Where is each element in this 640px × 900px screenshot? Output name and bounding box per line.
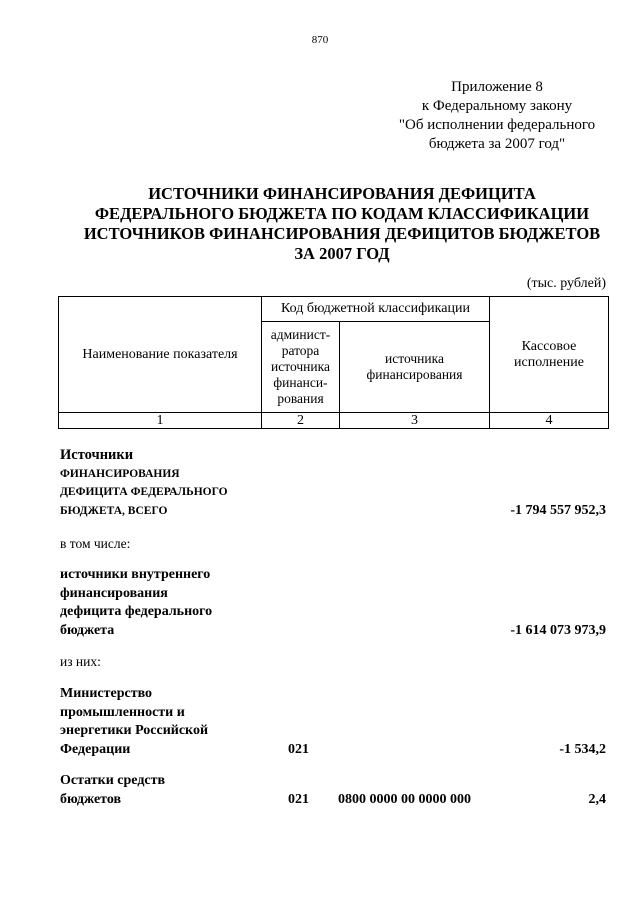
row-name-line: финансирования [60,585,168,601]
column-number: 3 [340,413,490,429]
appendix-line: Приложение 8 [451,79,543,95]
appendix-line: бюджета за 2007 год" [428,136,566,152]
table-header [58,296,608,436]
row-name-line: Федерации [60,741,131,757]
document-title [60,184,624,264]
row-name [60,772,254,809]
row-source-code: 0800 0000 00 0000 000 [338,791,471,807]
column-number: 1 [59,413,262,429]
row-label: в том числе: [60,536,131,551]
appendix-reference [362,78,632,154]
column-number: 4 [490,413,609,429]
table-row [60,566,606,640]
row-name [60,566,254,640]
row-name-line: энергетики Российской [60,723,209,738]
title-line: ИСТОЧНИКИ ФИНАНСИРОВАНИЯ ДЕФИЦИТА [148,184,536,203]
row-name-line: Остатки средств [60,773,166,788]
title-line: ЗА 2007 ГОД [294,244,390,263]
row-name-line: Министерство [60,686,153,701]
header-code-group: Код бюджетной классификации [262,297,490,322]
row-name-line: промышленности и [60,704,185,720]
row-amount: -1 794 557 952,3 [510,502,606,518]
row-name-line: Источники [60,447,134,463]
table-row [60,446,606,520]
title-line: ФЕДЕРАЛЬНОГО БЮДЖЕТА ПО КОДАМ КЛАССИФИКАЦИИ [94,204,590,223]
row-name-line: бюджета [60,622,115,638]
table-row [60,685,606,759]
appendix-line: к Федеральному закону [421,98,573,114]
table-row [60,772,606,809]
column-number: 2 [262,413,340,429]
header-name: Наименование показателя [59,297,262,413]
title-line: ИСТОЧНИКОВ ФИНАНСИРОВАНИЯ ДЕФИЦИТОВ БЮДЖЕТОВ [83,224,601,243]
row-name [60,685,254,759]
row-name [60,446,254,520]
row-name-line: БЮДЖЕТА, ВСЕГО [60,504,168,517]
header-source: источника финансирования [340,322,490,413]
row-name-line: дефицита федерального [60,604,213,619]
units-note: (тыс. рублей) [526,276,606,291]
row-amount: -1 614 073 973,9 [510,622,606,638]
row-name-line: бюджетов [60,791,122,807]
row-amount: -1 534,2 [559,741,606,757]
header-admin: админист-ратора источника финанси-рования [262,322,340,413]
row-label: из них: [60,654,101,669]
header-execution: Кассовое исполнение [490,297,609,413]
page-number: 870 [311,34,329,46]
row-name-line: ФИНАНСИРОВАНИЯ [60,467,180,480]
row-name-line: ДЕФИЦИТА ФЕДЕРАЛЬНОГО [60,486,228,498]
appendix-line: "Об исполнении федерального [398,117,596,133]
row-name-line: источники внутреннего [60,567,211,582]
row-amount: 2,4 [588,791,606,807]
row-admin-code: 021 [288,791,309,807]
row-admin-code: 021 [288,741,309,757]
